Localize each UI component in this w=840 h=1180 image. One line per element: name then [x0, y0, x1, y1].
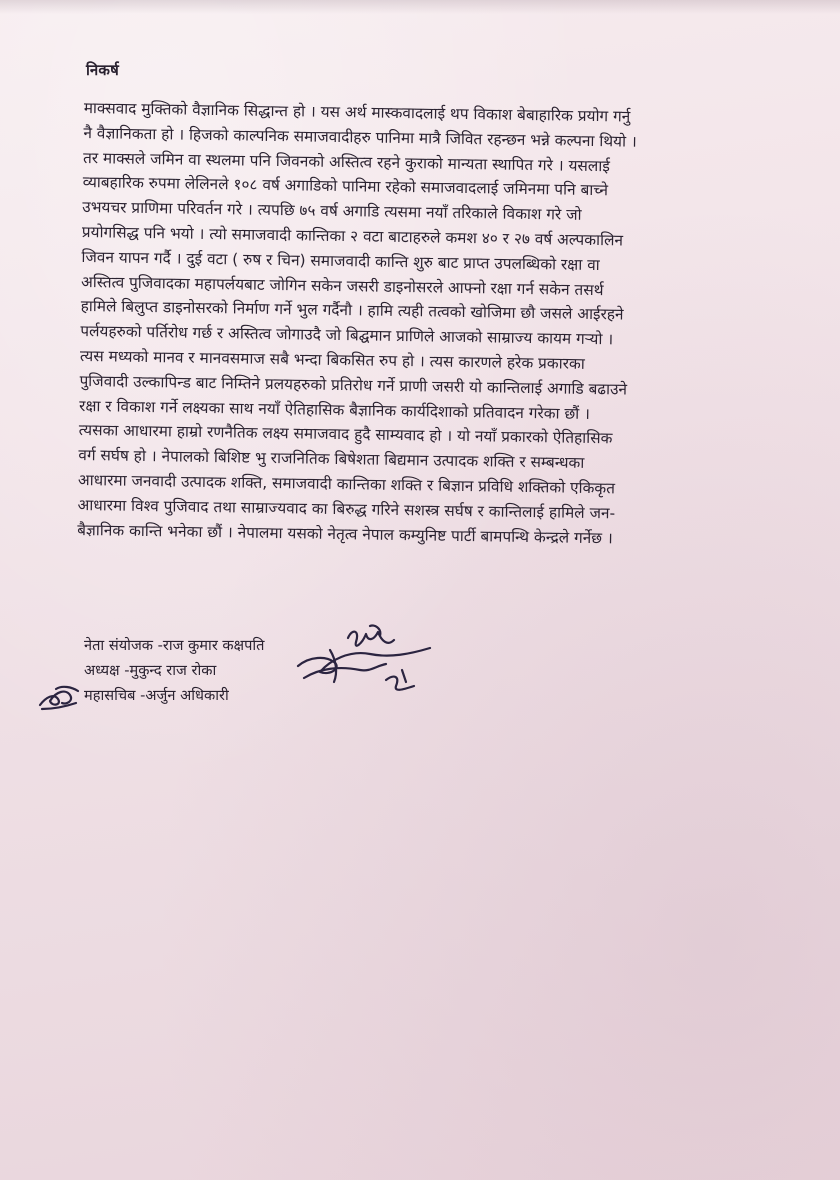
- paragraph-line: बैज्ञानिक कान्ति भनेका छौं । नेपालमा यसको नेतृत्व नेपाल कम्युनिष्ट पार्टी बामपन्थि केन्द्रले गर्नेछ ।: [77, 520, 613, 547]
- paragraph-line: पुजिवादी उल्कापिन्ड बाट निम्तिने प्रलयहरुको प्रतिरोध गर्ने प्राणी जसरी यो कान्तिलाई अगाडि बढाउने: [79, 371, 628, 399]
- paragraph-line: हामिले बिलुप्त डाइनोसरको निर्माण गर्ने भुल गर्दैनौ । हामि त्यही तत्वको खोजिमा छौ जसले आईरहने: [80, 297, 624, 324]
- paragraph-line: त्यसका आधारमा हाम्रो रणनैतिक लक्ष्य समाजवाद हुदै साम्यवाद हो । यो नयाँ प्रकारको ऐतिहासिक: [78, 421, 613, 448]
- paragraph-line: जिवन यापन गर्दै । दुई वटा ( रुष र चिन) समाजवादी कान्ति शुरु बाट प्राप्त उपलब्धिको रक्षा वा: [81, 247, 600, 274]
- handwritten-signatures: [290, 620, 440, 700]
- paragraph-line: वर्ग सर्घष हो । नेपालको बिशिष्ट भु राजनितिक बिषेशता बिद्यमान उत्पादक शक्ति र सम्बन्धका: [78, 446, 585, 473]
- signatory-general-secretary: महासचिब -अर्जुन अधिकारी: [84, 687, 229, 704]
- signatory-coordinator: नेता संयोजक -राज कुमार कक्षपति: [84, 637, 265, 654]
- paragraph-line: आधारमा जनवादी उत्पादक शक्ति, समाजवादी कान्तिका शक्ति र बिज्ञान प्रविधि शक्तिको एकिकृत: [77, 470, 616, 498]
- paragraph-line: नै वैज्ञानिकता हो । हिजको काल्पनिक समाजवादीहरु पानिमा मात्रै जिवित रहन्छन भन्ने कल्पना थियो ।: [83, 123, 637, 151]
- paragraph-line: व्याबहारिक रुपमा लेलिनले १०८ वर्ष अगाडिको पानिमा रहेको समाजवादलाई जमिनमा पनि बाच्ने: [82, 173, 609, 200]
- page-fold-shadow: [0, 0, 840, 14]
- conclusion-paragraph: [77, 96, 784, 553]
- handwritten-initial: [36, 683, 82, 713]
- document-heading: निकर्ष: [86, 61, 120, 79]
- paragraph-line: तर माक्सले जमिन वा स्थलमा पनि जिवनको अस्तित्व रहने कुराको मान्यता स्थापित गरे । यसलाई: [82, 148, 610, 175]
- paragraph-line: रक्षा र विकाश गर्ने लक्ष्यका साथ नयाँ ऐतिहासिक बैज्ञानिक कार्यदिशाको प्रतिवादन गरेका छौं ।: [78, 396, 591, 423]
- paragraph-line: माक्सवाद मुक्तिको वैज्ञानिक सिद्धान्त हो । यस अर्थ मास्कवादलाई थप विकाश बेबाहारिक प्रयोग गर्नु: [83, 98, 631, 126]
- paragraph-line: अस्तित्व पुजिवादका महापर्लयबाट जोगिन सकेन जसरी डाइनोसरले आफ्नो रक्षा गर्न सकेन तसर्थ: [80, 272, 604, 299]
- paragraph-line: प्रयोगसिद्ध पनि भयो । त्यो समाजवादी कान्तिका २ वटा बाटाहरुले कमश ४० र २७ वर्ष अल्पकालिन: [81, 222, 624, 250]
- paragraph-line: उभयचर प्राणिमा परिवर्तन गरे । त्यपछि ७५ वर्ष अगाडि त्यसमा नयाँ तरिकाले विकाश गरे जो: [82, 198, 582, 225]
- signatory-chairman: अध्यक्ष -मुकुन्द राज रोका: [84, 662, 217, 679]
- paragraph-line: त्यस मध्यको मानव र मानवसमाज सबै भन्दा बिकसित रुप हो । त्यस कारणले हरेक प्रकारका: [79, 346, 585, 373]
- paragraph-line: पर्लयहरुको पर्तिरोध गर्छ र अस्तित्व जोगाउदै जो बिद्घमान प्राणिले आजको साम्राज्य कायम गऱ्यो ।: [80, 322, 614, 349]
- paragraph-line: आधारमा विश्व पुजिवाद तथा साम्राज्यवाद का बिरुद्ध गरिने सशस्त्र सर्घष र कान्तिलाई हामिले जन-: [77, 495, 616, 523]
